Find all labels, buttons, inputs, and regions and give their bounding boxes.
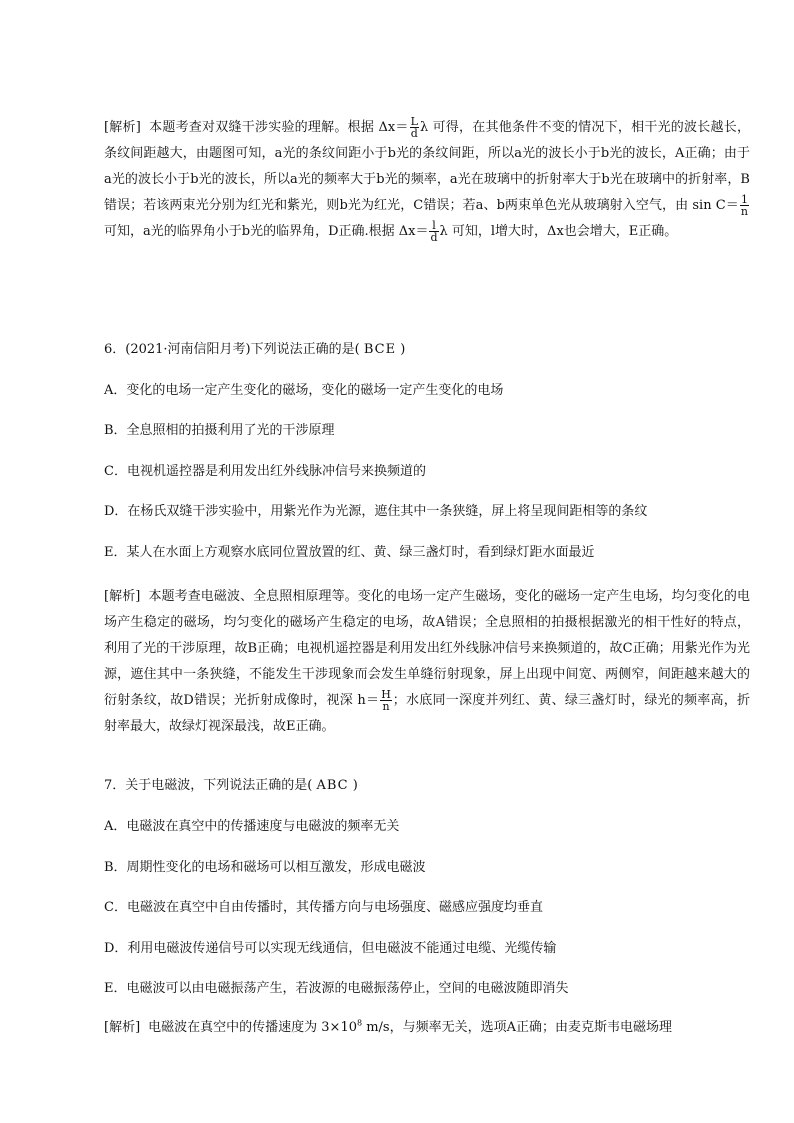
analysis-text: 可知，a光的临界角小于b光的临界角，D正确.根据 Δx＝ — [104, 224, 429, 239]
answer-q6: BCE — [363, 342, 397, 357]
option-q7-d: D．利用电磁波传递信号可以实现无线通信，但电磁波不能通过电缆、光缆传输 — [104, 941, 557, 956]
option-q7-e: E．电磁波可以由电磁振荡产生，若波源的电磁振荡停止，空间的电磁波随即消失 — [104, 981, 569, 996]
option-q6-e: E．某人在水面上方观察水底同位置放置的红、黄、绿三盏灯时，看到绿灯距水面最近 — [104, 545, 595, 560]
analysis-q6 — [76, 584, 750, 740]
analysis-tag: [解析] — [104, 1020, 141, 1035]
option-q7-c: C．电磁波在真空中自由传播时，其传播方向与电场强度、磁感应强度均垂直 — [104, 900, 543, 915]
option-q6-d: D．在杨氏双缝干涉实验中，用紫光作为光源，遮住其中一条狭缝，屏上将呈现间距相等的条纹 — [104, 504, 648, 519]
analysis-text: λ 可知，l增大时，Δx也会增大，E正确。 — [439, 224, 678, 239]
analysis-text: 电磁波在真空中的传播速度为 3×10 — [148, 1020, 357, 1035]
analysis-text: m/s，与频率无关，选项A正确；由麦克斯韦电磁场理 — [362, 1020, 672, 1035]
analysis-text: λ 可得，在其他条件不变的情况下，相干光的波长越长，条纹间距越大，由题图可知，a光的条纹间距小于b光的条纹间距，所以a光的波长小于b光的波长，A正确；由于a光的波长小于b光的波长，所以a光的频率大于b光的频率，a光在玻璃中的折射率大于b光在玻璃中的折射率，B错误；若该两束光分别为红光和紫光，则b光为红光，C错误；若a、b两束单色光从玻璃射入空气，由 sin C＝ — [104, 120, 750, 213]
option-q6-a: A．变化的电场一定产生变化的磁场，变化的磁场一定产生变化的电场 — [104, 383, 504, 398]
analysis-text: ；水底同一深度并列红、黄、绿三盏灯时，绿光的频率高，折射率最大，故绿灯视深最浅，故E正确。 — [104, 693, 750, 734]
option-q6-c: C．电视机遥控器是利用发出红外线脉冲信号来换频道的 — [104, 464, 426, 479]
analysis-q7 — [76, 1018, 750, 1038]
analysis-tag: [解析] — [104, 120, 141, 135]
option-q6-b: B．全息照相的拍摄利用了光的干涉原理 — [104, 423, 335, 438]
question-6-stem: 6．(2021·河南信阳月考)下列说法正确的是( BCE ) — [104, 342, 406, 357]
fraction-l-over-d: $\frac{L}{d}$ — [410, 115, 418, 140]
option-q7-b: B．周期性变化的电场和磁场可以相互激发，形成电磁波 — [104, 860, 426, 875]
exponent: 8 — [357, 1018, 363, 1028]
option-q7-a: A．电磁波在真空中的传播速度与电磁波的频率无关 — [104, 819, 400, 834]
fraction-h-over-n: $\frac{H}{n}$ — [381, 688, 391, 713]
fraction-1-over-n: $\frac{1}{n}$ — [740, 193, 748, 218]
analysis-text: 本题考查对双缝干涉实验的理解。根据 Δx＝ — [148, 120, 409, 135]
analysis-text: 本题考查电磁波、全息照相原理等。变化的电场一定产生磁场，变化的磁场一定产生电场，均匀变化的电场产生稳定的磁场，均匀变化的磁场产生稳定的电场，故A错误；全息照相的拍摄根据激光的相干性好的特点，利用了光的干涉原理，故B正确；电视机遥控器是利用发出红外线脉冲信号来换频道的，故C正确；用紫光作为光源，遮住其中一条狭缝，不能发生干涉现象而会发生单缝衍射现象，屏上出现中间宽、两侧窄，间距越来越大的衍射条纹，故D错误；光折射成像时，视深 h＝ — [104, 589, 750, 708]
fraction-l-over-d-2: $\frac{l}{d}$ — [430, 219, 438, 244]
analysis-tag: [解析] — [104, 589, 141, 604]
analysis-q5 — [76, 115, 750, 245]
answer-q7: ABC — [316, 778, 349, 793]
question-7-stem: 7．关于电磁波，下列说法正确的是( ABC ) — [104, 778, 358, 793]
